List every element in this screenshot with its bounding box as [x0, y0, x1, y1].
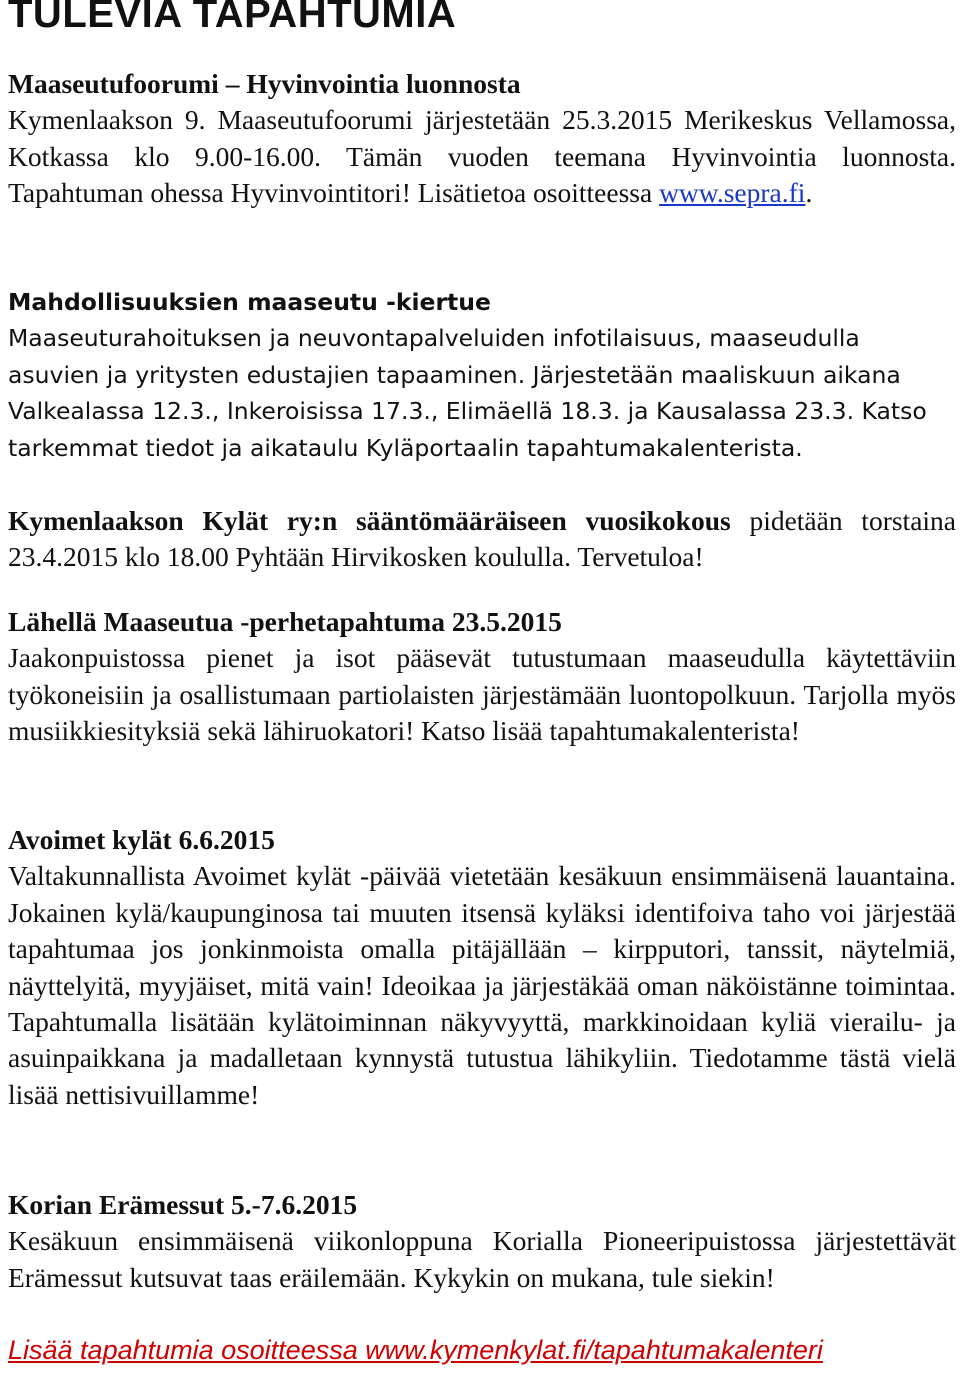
event-heading: Maaseutufoorumi – Hyvinvointia luonnosta	[8, 68, 521, 99]
event-heading: Kymenlaakson Kylät ry:n sääntömääräiseen vuosikokous	[8, 505, 731, 536]
event-heading: Avoimet kylät 6.6.2015	[8, 824, 275, 855]
event-lahella-maaseutua	[8, 604, 956, 750]
event-kiertue	[8, 284, 956, 466]
event-maaseutufoorumi	[8, 66, 956, 212]
event-heading: Korian Erämessut 5.-7.6.2015	[8, 1189, 358, 1220]
event-eramessut	[8, 1187, 956, 1296]
event-body: Maaseuturahoituksen ja neuvontapalveluiden infotilaisuus, maaseudulla asuvien ja yritysten edustajien tapaaminen. Järjestetään maaliskuun aikana Valkealassa 12.3., Inkeroisissa 17.3., Elimäellä 18.3. ja Kausalassa 23.3. Katso tarkemmat tiedot ja aikataulu Kyläportaalin tapahtumakalenterista.	[8, 324, 927, 462]
event-body: Kymenlaakson 9. Maaseutufoorumi järjestetään 25.3.2015 Merikeskus Vellamossa, Kotkassa klo 9.00-16.00. Tämän vuoden teemana Hyvinvointia luonnosta. Tapahtuman ohessa Hyvinvointitori! Lisätietoa osoitteessa	[8, 104, 956, 209]
event-body: Jaakonpuistossa pienet ja isot pääsevät tutustumaan maaseudulla käytettäviin työkoneisiin ja osallistumaan partiolaisten järjestämään luontopolkuun. Tarjolla myös musiikkiesityksiä sekä lähiruokatori! Katso lisää tapahtumakalenterista!	[8, 642, 956, 747]
event-body: Kesäkuun ensimmäisenä viikonloppuna Korialla Pioneeripuistossa järjestettävät Erämessut kutsuvat taas eräilemään. Kykykin on mukana, tule siekin!	[8, 1225, 956, 1293]
event-body: Valtakunnallista Avoimet kylät -päivää vietetään kesäkuun ensimmäisenä lauantaina. Jokainen kylä/kaupunginosa tai muuten itsensä kyläksi identifoiva taho voi järjestää tapahtumaa jos jonkinmoista omalla pitäjällään – kirpputori, tanssit, näytelmiä, näyttelyitä, myyjäiset, mitä vain! Ideoikaa ja järjestäkää oman näköistänne toimintaa. Tapahtumalla lisätään kylätoiminnan näkyvyyttä, markkinoidaan kyliä vierailu- ja asuinpaikkana ja madalletaan kynnystä tutustua lähikyliin. Tiedotamme tästä vielä lisää nettisivuillamme!	[8, 860, 956, 1110]
page-title: TULEVIA TAPAHTUMIA	[8, 0, 457, 36]
event-heading: Lähellä Maaseutua -perhetapahtuma 23.5.2015	[8, 606, 562, 637]
event-avoimet-kylat	[8, 822, 956, 1113]
link-period: .	[805, 177, 813, 209]
event-body: pidetään torstaina 23.4.2015 klo 18.00 Pyhtään Hirvikosken koululla. Tervetuloa!	[8, 505, 956, 573]
event-vuosikokous	[8, 503, 956, 576]
footer-events-link[interactable]: Lisää tapahtumia osoitteessa www.kymenkylat.fi/tapahtumakalenteri	[8, 1335, 823, 1365]
sepra-link[interactable]: www.sepra.fi	[659, 177, 806, 209]
event-heading: Mahdollisuuksien maaseutu -kiertue	[8, 288, 491, 316]
